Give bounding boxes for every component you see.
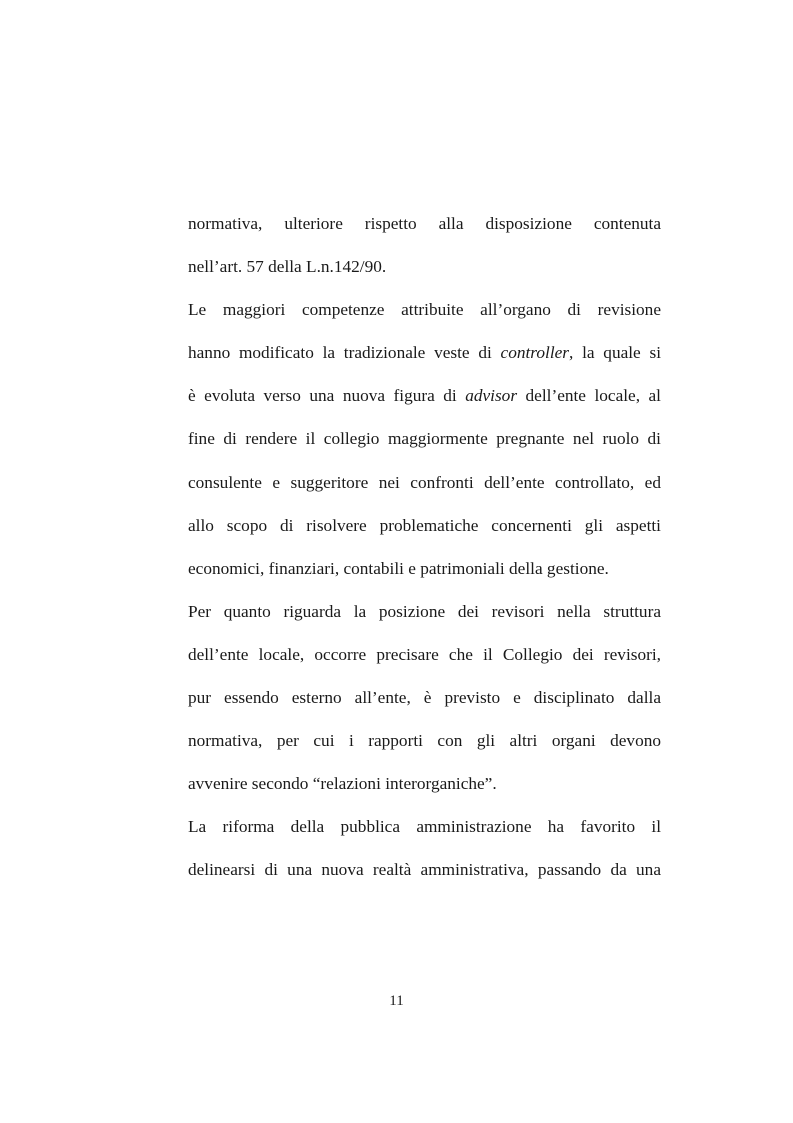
text-line [188,590,661,633]
line-segment: delinearsi di una nuova realtà amministrativa, passando da una [188,860,661,880]
line-segment: pur essendo esterno all’ente, è previsto e disciplinato dalla [188,688,661,708]
line-segment: fine di rendere il collegio maggiormente pregnante nel ruolo di [188,429,661,449]
text-line [188,762,661,805]
line-segment: allo scopo di risolvere problematiche concernenti gli aspetti [188,515,661,535]
text-line [188,805,661,848]
line-segment: dell’ente locale, al [517,386,661,406]
text-line [188,461,661,504]
line-segment: consulente e suggeritore nei confronti dell’ente controllato, ed [188,472,661,492]
line-segment: dell’ente locale, occorre precisare che il Collegio dei revisori, [188,644,661,664]
text-line [188,417,661,460]
text-line [188,504,661,547]
text-line [188,547,661,590]
line-segment: hanno modificato la tradizionale veste di [188,343,501,363]
line-segment: , la quale si [569,343,661,363]
italic-term: controller [500,343,570,363]
text-line [188,288,661,331]
text-line [188,848,661,891]
line-segment: Le maggiori competenze attribuite all’organo di revisione [188,300,661,320]
text-line [188,633,661,676]
line-segment: avvenire secondo “relazioni interorganiche”. [188,774,497,794]
body-text [188,202,661,892]
page-number: 11 [389,993,404,1009]
text-line [188,331,661,374]
line-segment: normativa, per cui i rapporti con gli altri organi devono [188,731,661,751]
line-segment: economici, finanziari, contabili e patrimoniali della gestione. [188,558,609,578]
text-line [188,676,661,719]
line-segment: Per quanto riguarda la posizione dei revisori nella struttura [188,601,661,621]
line-segment: normativa, ulteriore rispetto alla disposizione contenuta [188,214,661,233]
line-segment: La riforma della pubblica amministrazione ha favorito il [188,817,661,837]
text-line [188,719,661,762]
text-line [188,245,661,288]
line-segment: è evoluta verso una nuova figura di [188,386,466,406]
line-segment: nell’art. 57 della L.n.142/90. [188,257,387,277]
italic-term: advisor [465,386,518,406]
text-line [188,374,661,417]
text-line [188,202,661,245]
